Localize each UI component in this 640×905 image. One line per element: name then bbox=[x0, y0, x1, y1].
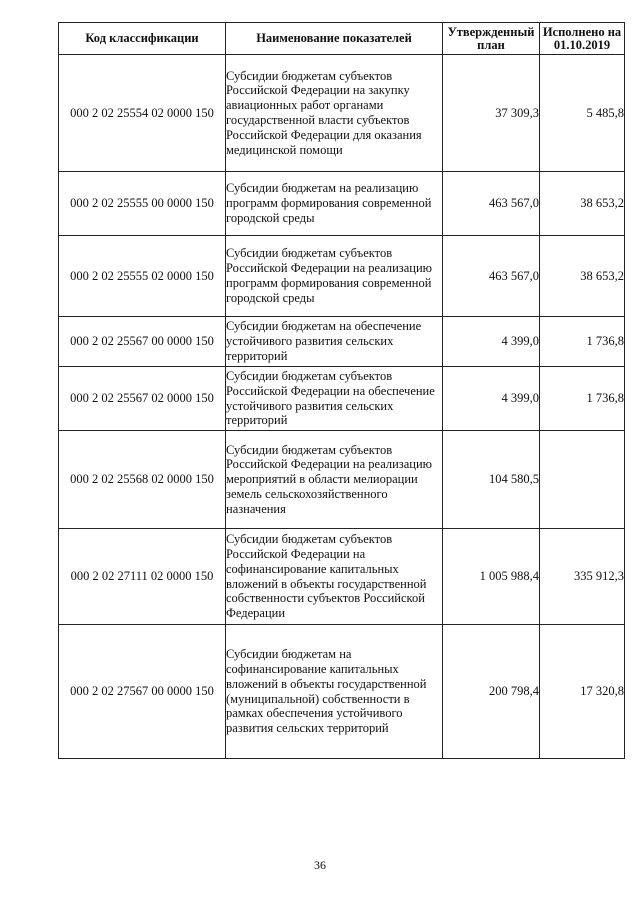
header-executed: Исполнено на 01.10.2019 bbox=[540, 23, 625, 55]
executed-value: 17 320,8 bbox=[540, 625, 625, 759]
plan-value: 37 309,3 bbox=[443, 55, 540, 172]
executed-value: 38 653,2 bbox=[540, 172, 625, 236]
table-row bbox=[59, 55, 625, 172]
header-name: Наименование показателей bbox=[226, 23, 443, 55]
executed-value: 335 912,3 bbox=[540, 529, 625, 625]
classification-code: 000 2 02 25555 00 0000 150 bbox=[59, 172, 226, 236]
indicator-name: Субсидии бюджетам субъектов Российской Федерации на реализацию мероприятий в области мелиорации земель сельскохозяйственного назначения bbox=[226, 431, 443, 529]
table-row bbox=[59, 172, 625, 236]
table-row bbox=[59, 236, 625, 317]
indicator-name: Субсидии бюджетам на обеспечение устойчивого развития сельских территорий bbox=[226, 317, 443, 367]
classification-code: 000 2 02 27111 02 0000 150 bbox=[59, 529, 226, 625]
table-row bbox=[59, 367, 625, 431]
executed-value: 1 736,8 bbox=[540, 317, 625, 367]
plan-value: 1 005 988,4 bbox=[443, 529, 540, 625]
plan-value: 104 580,5 bbox=[443, 431, 540, 529]
table-row bbox=[59, 625, 625, 759]
classification-code: 000 2 02 25554 02 0000 150 bbox=[59, 55, 226, 172]
table-row bbox=[59, 529, 625, 625]
executed-value: 38 653,2 bbox=[540, 236, 625, 317]
indicator-name: Субсидии бюджетам субъектов Российской Федерации на реализацию программ формирования современной городской среды bbox=[226, 236, 443, 317]
plan-value: 4 399,0 bbox=[443, 367, 540, 431]
indicator-name: Субсидии бюджетам на реализацию программ формирования современной городской среды bbox=[226, 172, 443, 236]
table-row bbox=[59, 317, 625, 367]
page-number: 36 bbox=[314, 858, 326, 872]
table-row bbox=[59, 431, 625, 529]
indicator-name: Субсидии бюджетам на софинансирование капитальных вложений в объекты государственной (муниципальной) собственности в рамках обеспечения устойчивого развития сельских территорий bbox=[226, 625, 443, 759]
table-header-row bbox=[59, 23, 625, 55]
plan-value: 4 399,0 bbox=[443, 317, 540, 367]
indicator-name: Субсидии бюджетам субъектов Российской Федерации на закупку авиационных работ органами государственной власти субъектов Российской Федерации для оказания медицинской помощи bbox=[226, 55, 443, 172]
header-plan: Утвержденный план bbox=[443, 23, 540, 55]
indicator-name: Субсидии бюджетам субъектов Российской Федерации на софинансирование капитальных вложений в объекты государственной собственности субъектов Российской Федерации bbox=[226, 529, 443, 625]
indicator-name: Субсидии бюджетам субъектов Российской Федерации на обеспечение устойчивого развития сельских территорий bbox=[226, 367, 443, 431]
classification-code: 000 2 02 25567 02 0000 150 bbox=[59, 367, 226, 431]
plan-value: 463 567,0 bbox=[443, 236, 540, 317]
executed-value: 5 485,8 bbox=[540, 55, 625, 172]
budget-table bbox=[58, 22, 625, 759]
header-code: Код классификации bbox=[59, 23, 226, 55]
classification-code: 000 2 02 27567 00 0000 150 bbox=[59, 625, 226, 759]
plan-value: 200 798,4 bbox=[443, 625, 540, 759]
classification-code: 000 2 02 25555 02 0000 150 bbox=[59, 236, 226, 317]
executed-value bbox=[540, 431, 625, 529]
classification-code: 000 2 02 25567 00 0000 150 bbox=[59, 317, 226, 367]
classification-code: 000 2 02 25568 02 0000 150 bbox=[59, 431, 226, 529]
executed-value: 1 736,8 bbox=[540, 367, 625, 431]
plan-value: 463 567,0 bbox=[443, 172, 540, 236]
